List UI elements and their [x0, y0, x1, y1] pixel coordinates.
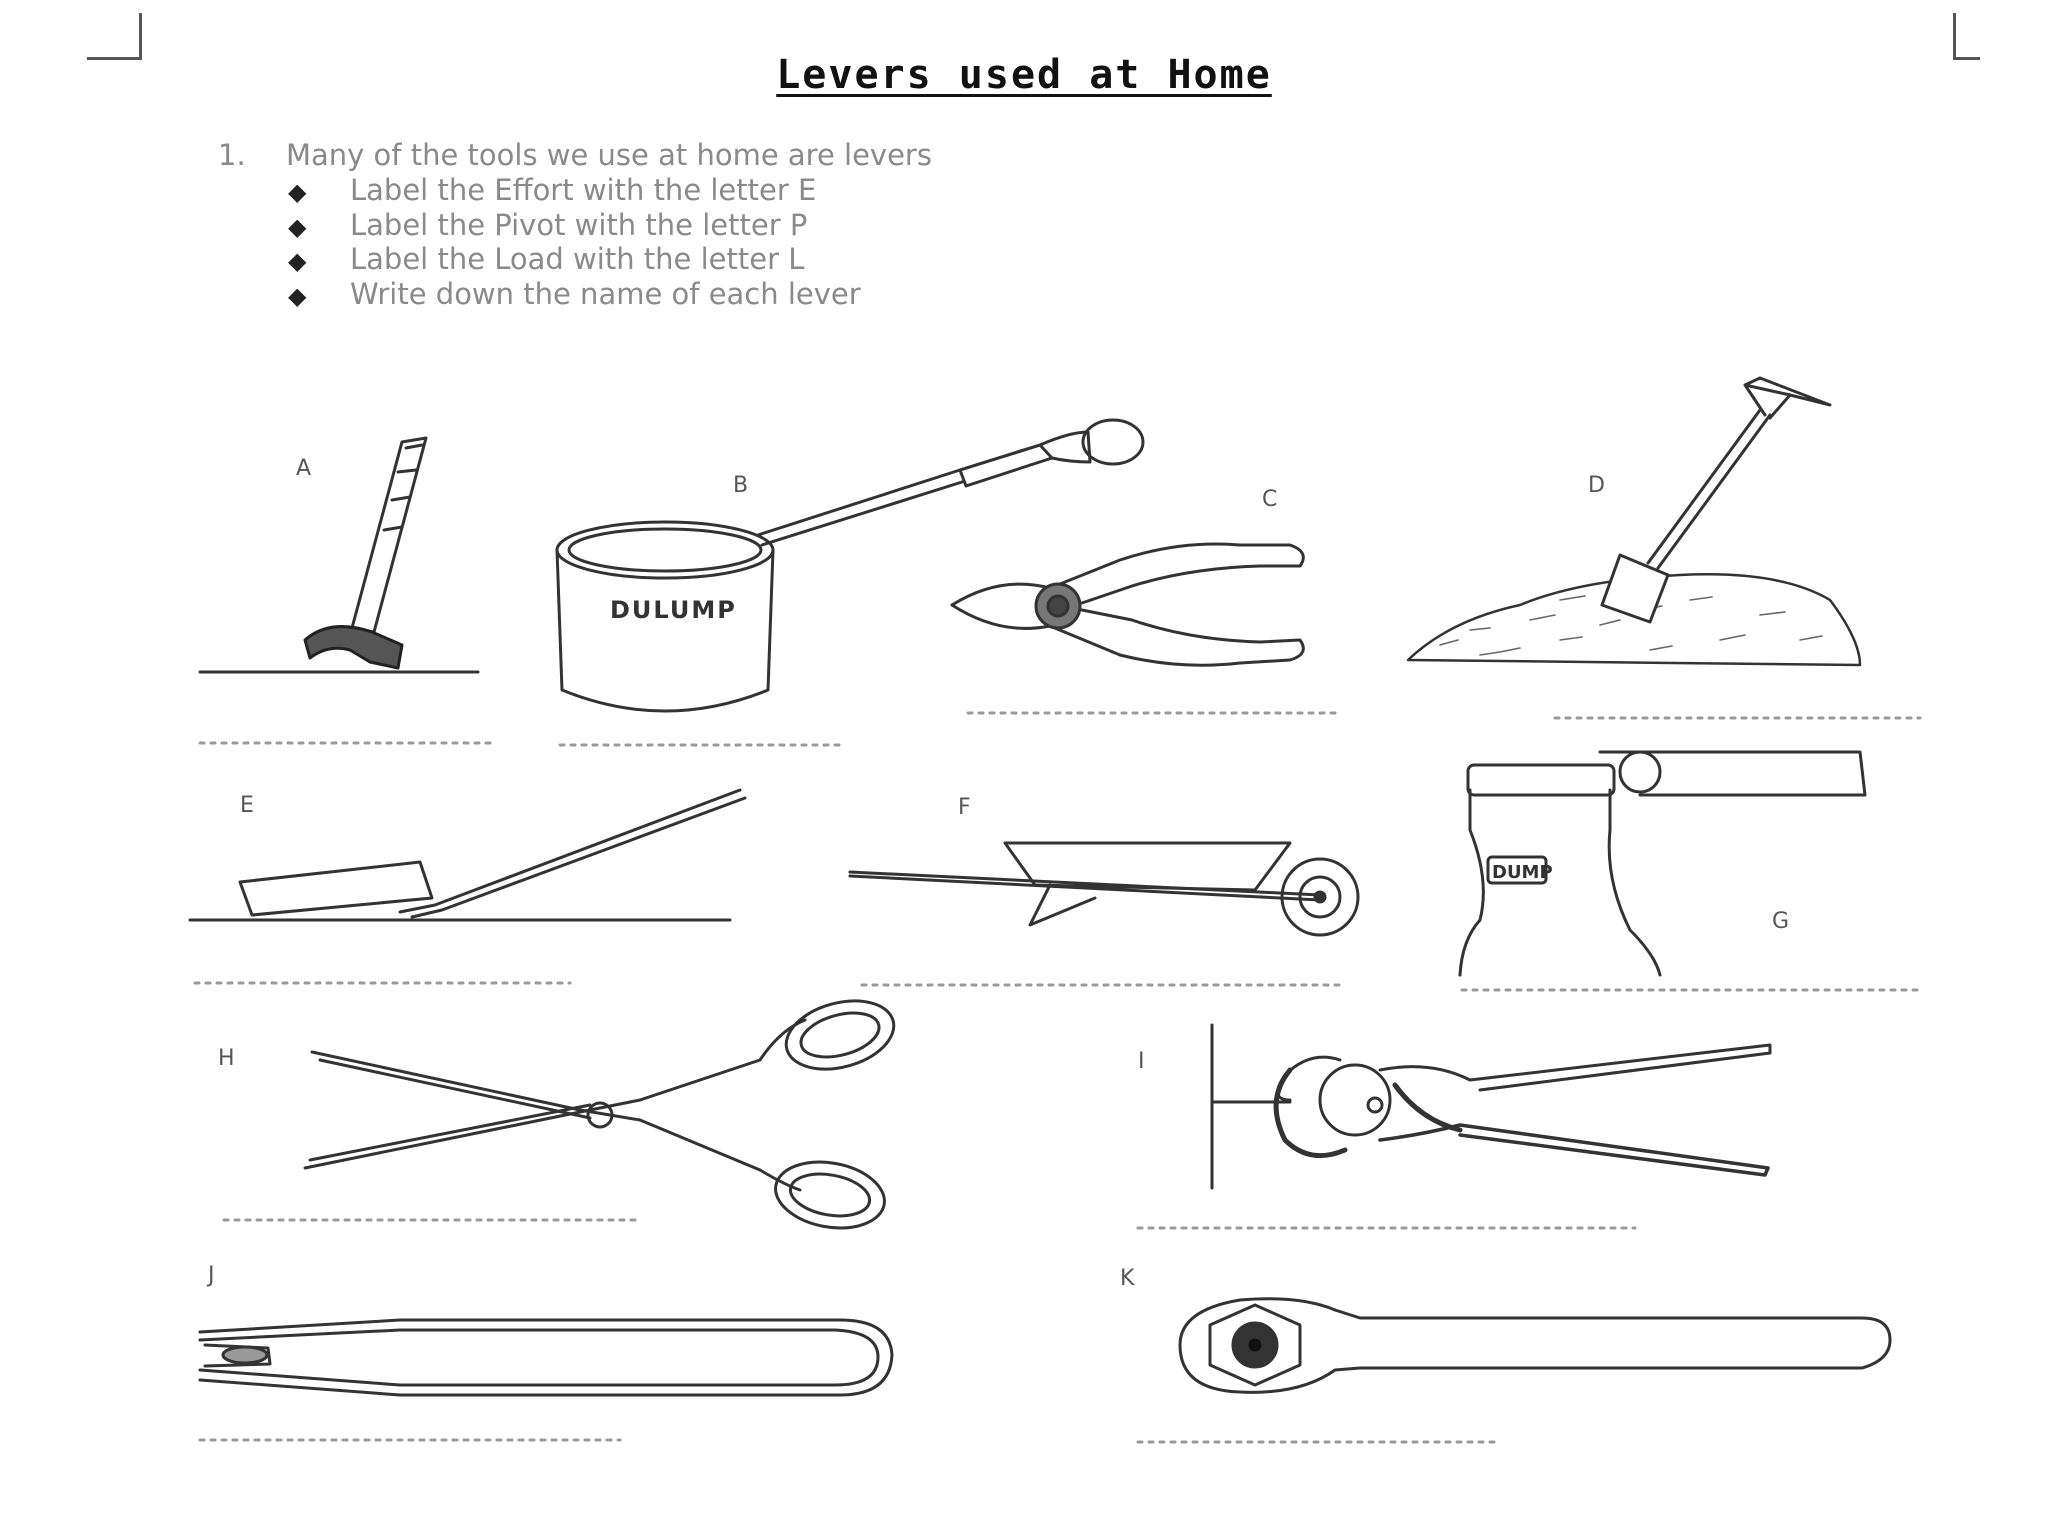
spanner-icon — [1120, 1266, 1890, 1392]
bullet-icon: ◆ — [288, 247, 307, 275]
answer-lines — [195, 713, 1920, 1442]
figure-letter: G — [1772, 909, 1790, 934]
figure-letter: H — [218, 1046, 235, 1071]
question-text: Many of the tools we use at home are levers — [286, 138, 932, 172]
bullet-icon: ◆ — [288, 178, 307, 206]
bullet-icon: ◆ — [288, 281, 307, 310]
figure-letter: J — [208, 1263, 215, 1288]
figure-letter: K — [1120, 1266, 1135, 1291]
instruction-item: ◆ Label the Pivot with the letter P — [288, 208, 861, 243]
figure-letter: A — [296, 456, 312, 481]
instruction-item: ◆ Write down the name of each lever — [288, 277, 861, 312]
question-number: 1. — [218, 138, 246, 172]
figure-letter: E — [240, 793, 254, 818]
spade-icon — [1408, 378, 1860, 665]
figure-letter: F — [958, 795, 971, 820]
instruction-item: ◆ Label the Effort with the letter E — [288, 173, 861, 208]
can-label: DULUMP — [610, 596, 737, 624]
paint-tin-screwdriver-icon — [557, 420, 1143, 711]
figure-letter: I — [1138, 1049, 1145, 1074]
crowbar-icon — [190, 790, 745, 920]
page-title: Levers used at Home — [776, 52, 1272, 98]
figure-letter: B — [733, 473, 749, 498]
bottle-label: DUMP — [1492, 862, 1553, 883]
nutcracker-icon — [952, 487, 1303, 665]
pincers-icon — [1138, 1025, 1770, 1188]
figure-letter: C — [1262, 487, 1278, 512]
wheelbarrow-icon — [850, 795, 1358, 935]
bullet-icon: ◆ — [288, 212, 307, 241]
hammer-icon — [200, 438, 478, 672]
figure-letter: D — [1588, 473, 1605, 498]
scissors-icon — [218, 990, 901, 1236]
instruction-item: ◆ Label the Load with the letter L — [288, 242, 861, 277]
bottle-opener-icon — [1460, 752, 1865, 975]
tweezers-icon — [200, 1263, 892, 1395]
